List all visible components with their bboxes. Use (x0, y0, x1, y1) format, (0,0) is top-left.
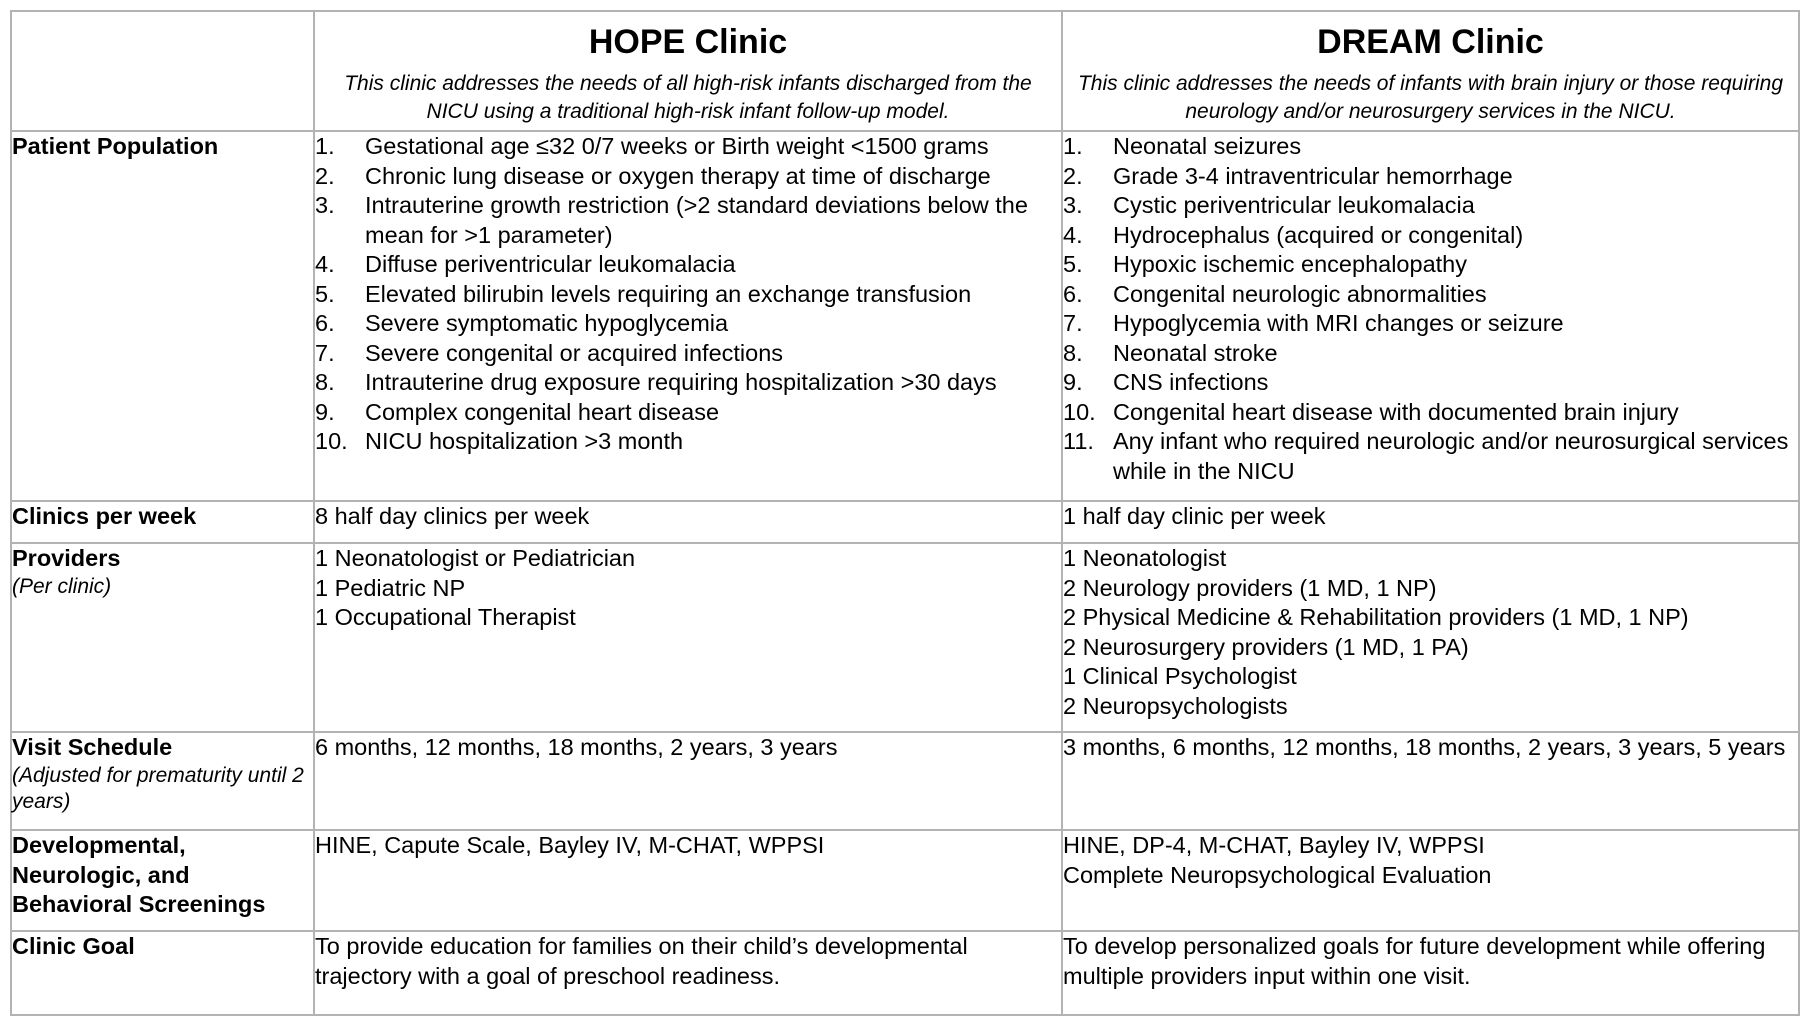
list-item-number: 1. (1063, 133, 1083, 159)
clinic-goal-row (11, 931, 1799, 1015)
list-item-number: 6. (1063, 280, 1083, 307)
dream-visit-schedule: 3 months, 6 months, 12 months, 18 months, 2 years, 3 years, 5 years (1063, 734, 1786, 760)
screenings-label: Developmental, Neurologic, and Behavioral Screenings (12, 832, 266, 917)
list-item-text: Any infant who required neurologic and/or neurosurgical services while in the NICU (1113, 428, 1789, 484)
dream-clinic-title: DREAM Clinic (1317, 23, 1544, 61)
population-list-item (1063, 132, 1798, 162)
list-item-number: 6. (315, 310, 335, 336)
hope-screenings-cell (314, 830, 1062, 931)
list-item-number: 4. (1063, 221, 1083, 248)
row-label-cell (11, 931, 314, 1015)
visit-schedule-row (11, 732, 1799, 830)
dream-clinic-description: This clinic addresses the needs of infants with brain injury or those requiring neurology and/or neurosurgery services in the NICU. (1077, 72, 1784, 123)
hope-clinic-goal: To provide education for families on their child’s developmental trajectory with a goal of preschool readiness. (315, 933, 968, 989)
list-item-number: 8. (315, 369, 335, 395)
dream-clinic-goal-cell (1062, 931, 1799, 1015)
provider-line: 1 Neonatologist or Pediatrician (315, 545, 636, 571)
dream-patient-population-list (1063, 132, 1798, 486)
list-item-text: NICU hospitalization >3 month (365, 428, 684, 454)
list-item-number: 9. (1063, 369, 1083, 395)
patient-population-label: Patient Population (12, 133, 219, 159)
list-item-text: Neonatal seizures (1113, 133, 1302, 159)
list-item-number: 3. (315, 192, 335, 218)
list-item-text: Hydrocephalus (acquired or congenital) (1113, 221, 1524, 248)
hope-header-cell (314, 11, 1062, 131)
population-list-item (315, 162, 1061, 192)
hope-providers-cell (314, 543, 1062, 732)
dream-clinics-per-week: 1 half day clinic per week (1063, 503, 1326, 529)
provider-line: 1 Neonatologist (1063, 545, 1227, 571)
list-item-number: 10. (315, 428, 348, 454)
row-label-cell (11, 732, 314, 830)
list-item-text: Severe symptomatic hypoglycemia (365, 310, 729, 336)
provider-line: 1 Pediatric NP (315, 574, 466, 601)
providers-row (11, 543, 1799, 732)
population-list-item (1063, 427, 1798, 486)
list-item-text: Congenital neurologic abnormalities (1113, 280, 1487, 307)
list-item-number: 9. (315, 398, 335, 425)
list-item-text: CNS infections (1113, 369, 1269, 395)
population-list-item (1063, 368, 1798, 398)
provider-line: 1 Occupational Therapist (315, 604, 576, 630)
screening-line: Complete Neuropsychological Evaluation (1063, 861, 1492, 888)
list-item-number: 10. (1063, 398, 1096, 425)
provider-line: 2 Physical Medicine & Rehabilitation providers (1 MD, 1 NP) (1063, 604, 1689, 630)
list-item-number: 5. (315, 280, 335, 307)
screenings-row (11, 830, 1799, 931)
list-item-number: 8. (1063, 339, 1083, 366)
list-item-text: Gestational age ≤32 0/7 weeks or Birth weight <1500 grams (365, 133, 989, 159)
list-item-number: 7. (1063, 310, 1083, 336)
population-list-item (1063, 162, 1798, 192)
list-item-text: Diffuse periventricular leukomalacia (365, 251, 736, 277)
population-list-item (1063, 280, 1798, 310)
hope-patient-population-cell (314, 131, 1062, 501)
list-item-text: Neonatal stroke (1113, 339, 1278, 366)
clinics-per-week-row (11, 501, 1799, 543)
list-item-number: 2. (315, 162, 335, 189)
list-item-number: 7. (315, 339, 335, 366)
population-list-item (315, 339, 1061, 369)
providers-sublabel: (Per clinic) (12, 574, 112, 598)
list-item-text: Chronic lung disease or oxygen therapy at time of discharge (365, 162, 991, 189)
row-label-cell (11, 543, 314, 732)
clinic-comparison-table (10, 10, 1800, 1016)
patient-population-row (11, 131, 1799, 501)
population-list-item (315, 250, 1061, 280)
provider-line: 2 Neurosurgery providers (1 MD, 1 PA) (1063, 633, 1469, 660)
list-item-text: Elevated bilirubin levels requiring an exchange transfusion (365, 280, 972, 307)
population-list-item (315, 132, 1061, 162)
row-label-cell (11, 131, 314, 501)
population-list-item (1063, 339, 1798, 369)
hope-clinic-title: HOPE Clinic (588, 23, 788, 61)
list-item-text: Hypoxic ischemic encephalopathy (1113, 251, 1467, 277)
population-list-item (315, 427, 1061, 457)
population-list-item (315, 398, 1061, 428)
dream-header-cell (1062, 11, 1799, 131)
list-item-text: Intrauterine growth restriction (>2 standard deviations below the mean for >1 parameter) (365, 192, 1028, 248)
population-list-item (315, 280, 1061, 310)
dream-providers-cell (1062, 543, 1799, 732)
screening-line: HINE, Capute Scale, Bayley IV, M-CHAT, WPPSI (315, 832, 825, 858)
list-item-number: 4. (315, 251, 335, 277)
screening-line: HINE, DP-4, M-CHAT, Bayley IV, WPPSI (1063, 832, 1485, 858)
list-item-text: Hypoglycemia with MRI changes or seizure (1113, 310, 1564, 336)
list-item-text: Grade 3-4 intraventricular hemorrhage (1113, 162, 1513, 189)
list-item-text: Congenital heart disease with documented brain injury (1113, 398, 1679, 425)
table-header-row (11, 11, 1799, 131)
population-list-item (1063, 191, 1798, 221)
clinic-comparison-document (10, 10, 1800, 1016)
list-item-text: Severe congenital or acquired infections (365, 339, 784, 366)
dream-clinics-per-week-cell (1062, 501, 1799, 543)
population-list-item (1063, 309, 1798, 339)
list-item-text: Complex congenital heart disease (365, 398, 720, 425)
dream-screenings-cell (1062, 830, 1799, 931)
population-list-item (315, 309, 1061, 339)
list-item-text: Intrauterine drug exposure requiring hospitalization >30 days (365, 369, 997, 395)
provider-line: 2 Neurology providers (1 MD, 1 NP) (1063, 574, 1437, 601)
hope-visit-schedule-cell (314, 732, 1062, 830)
list-item-text: Cystic periventricular leukomalacia (1113, 192, 1475, 218)
population-list-item (315, 368, 1061, 398)
visit-schedule-label: Visit Schedule (12, 734, 173, 760)
list-item-number: 11. (1063, 428, 1094, 454)
providers-label: Providers (12, 545, 121, 571)
hope-visit-schedule: 6 months, 12 months, 18 months, 2 years, 3 years (315, 734, 838, 760)
corner-cell (11, 11, 314, 131)
row-label-cell (11, 830, 314, 931)
clinics-per-week-label: Clinics per week (12, 503, 197, 529)
population-list-item (315, 191, 1061, 250)
row-label-cell (11, 501, 314, 543)
list-item-number: 1. (315, 133, 335, 159)
list-item-number: 5. (1063, 251, 1083, 277)
dream-patient-population-cell (1062, 131, 1799, 501)
population-list-item (1063, 398, 1798, 428)
hope-patient-population-list (315, 132, 1061, 457)
provider-line: 2 Neuropsychologists (1063, 692, 1288, 719)
clinic-goal-label: Clinic Goal (12, 933, 135, 959)
visit-schedule-sublabel: (Adjusted for prematurity until 2 years) (12, 763, 304, 813)
dream-clinic-goal: To develop personalized goals for future development while offering multiple providers input within one visit. (1063, 933, 1766, 989)
hope-clinics-per-week-cell (314, 501, 1062, 543)
hope-clinic-goal-cell (314, 931, 1062, 1015)
list-item-number: 2. (1063, 162, 1083, 189)
hope-clinic-description: This clinic addresses the needs of all high-risk infants discharged from the NICU using a traditional high-risk infant follow-up model. (344, 72, 1032, 123)
population-list-item (1063, 221, 1798, 251)
list-item-number: 3. (1063, 192, 1083, 218)
provider-line: 1 Clinical Psychologist (1063, 663, 1297, 689)
population-list-item (1063, 250, 1798, 280)
dream-visit-schedule-cell (1062, 732, 1799, 830)
hope-clinics-per-week: 8 half day clinics per week (315, 503, 590, 529)
